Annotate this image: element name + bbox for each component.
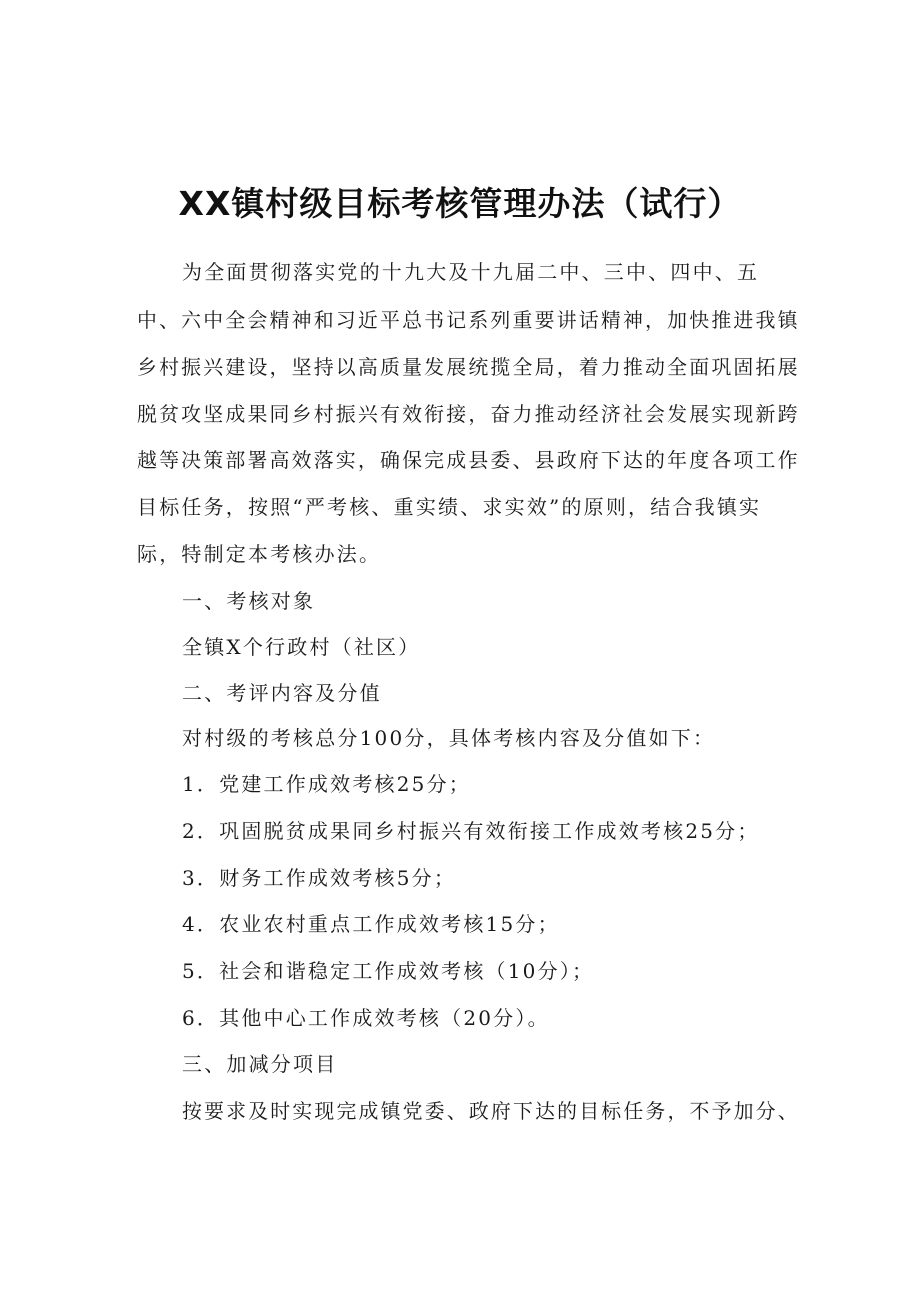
- section-3-text: 按要求及时实现完成镇党委、政府下达的目标任务，不予加分、: [182, 1099, 800, 1123]
- list-item-1: 1．党建工作成效考核25分；: [182, 772, 471, 796]
- list-item-2: 2．巩固脱贫成果同乡村振兴有效衔接工作成效考核25分；: [182, 819, 760, 843]
- preamble-line-3: 乡村振兴建设，坚持以高质量发展统揽全局，着力推动全面巩固拓展: [137, 355, 800, 379]
- section-2-heading: 二、考评内容及分值: [182, 681, 382, 705]
- preamble-line-1: 为全面贯彻落实党的十九大及十九届二中、三中、四中、五: [182, 260, 760, 284]
- preamble-line-2: 中、六中全会精神和习近平总书记系列重要讲话精神，加快推进我镇: [137, 308, 800, 332]
- list-item-3: 3．财务工作成效考核5分；: [182, 866, 457, 890]
- preamble-line-5: 越等决策部署高效落实，确保完成县委、县政府下达的年度各项工作: [137, 448, 800, 472]
- preamble-line-7: 际，特制定本考核办法。: [137, 542, 382, 566]
- list-item-4: 4．农业农村重点工作成效考核15分；: [182, 912, 560, 936]
- section-3-heading: 三、加减分项目: [182, 1052, 338, 1076]
- preamble-line-4: 脱贫攻坚成果同乡村振兴有效衔接，奋力推动经济社会发展实现新跨: [137, 402, 800, 426]
- list-item-6: 6．其他中心工作成效考核（20分）。: [182, 1006, 550, 1030]
- document-title: XX镇村级目标考核管理办法（试行）: [178, 184, 742, 223]
- list-item-5: 5．社会和谐稳定工作成效考核（10分）；: [182, 959, 595, 983]
- preamble-line-6: 目标任务，按照“严考核、重实绩、求实效”的原则，结合我镇实: [137, 495, 762, 519]
- section-2-intro: 对村级的考核总分100分，具体考核内容及分值如下：: [182, 726, 716, 750]
- section-1-heading: 一、考核对象: [182, 589, 316, 613]
- section-1-text: 全镇X个行政村（社区）: [182, 635, 421, 659]
